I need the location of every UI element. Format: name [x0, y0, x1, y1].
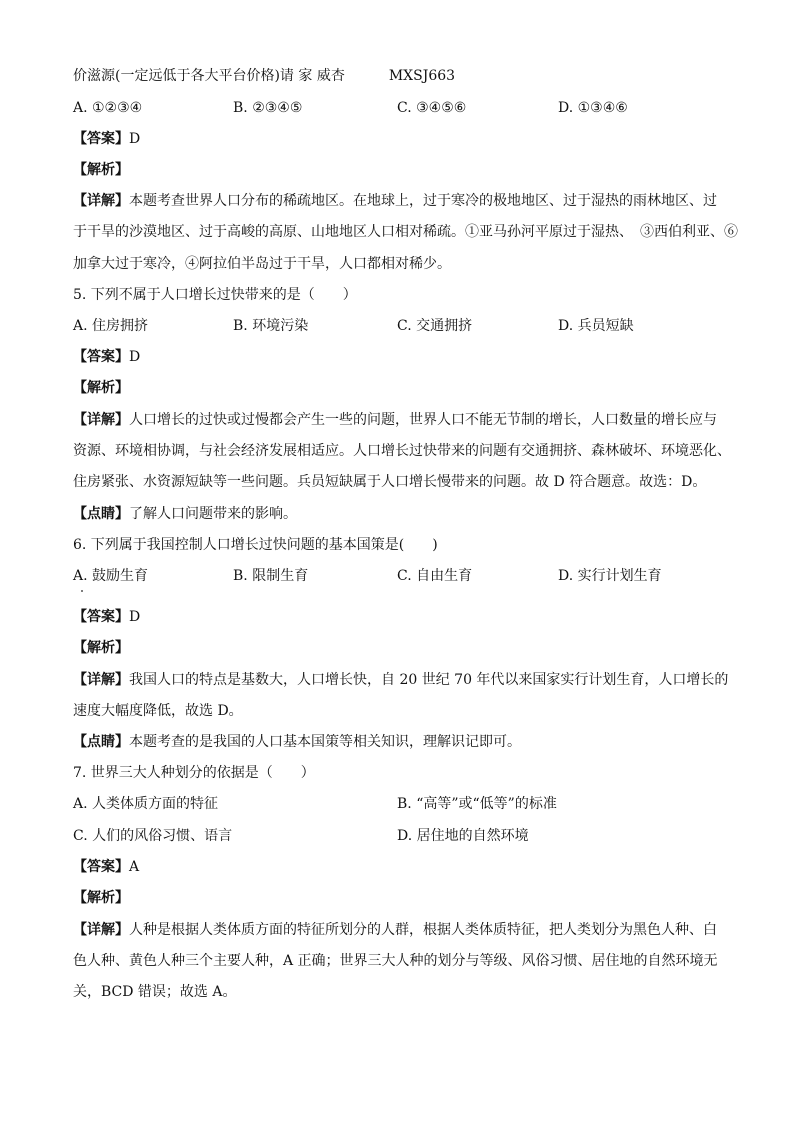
q5-detail-line-2: 资源、环境相协调，与社会经济发展相适应。人口增长过快带来的问题有交通拥挤、森林破坏、环境恶化、: [73, 443, 731, 459]
q5-point: [73, 504, 297, 524]
q5-detail-line-1: [73, 410, 717, 430]
point-tag: 【点睛】: [73, 506, 129, 522]
q6-answer: [73, 607, 140, 627]
q4-option-d: D. ①③④⑥: [558, 100, 628, 116]
detail-text: 本题考查世界人口分布的稀疏地区。在地球上，过于寒冷的极地地区、过于湿热的雨林地区、过: [129, 193, 717, 209]
q4-option-a: A. ①②③④: [73, 100, 143, 116]
detail-tag: 【详解】: [73, 193, 129, 209]
q6-option-d: D. 实行计划生育: [558, 568, 662, 584]
q7-option-d: D. 居住地的自然环境: [397, 828, 529, 844]
point-text: 了解人口问题带来的影响。: [129, 506, 297, 522]
q5-option-c: C. 交通拥挤: [397, 318, 473, 334]
q7-option-a: A. 人类体质方面的特征: [73, 796, 219, 812]
q5-option-b: B. 环境污染: [233, 318, 309, 334]
q4-option-c: C. ③④⑤⑥: [397, 100, 467, 116]
answer-tag: 【答案】: [73, 349, 129, 365]
answer-tag: 【答案】: [73, 609, 129, 625]
point-tag: 【点睛】: [73, 734, 129, 750]
header-text: 价滋源(一定远低于各大平台价格)请 家 威杏: [73, 68, 345, 84]
q6-point: [73, 732, 521, 752]
q7-option-b: B. “高等”或“低等”的标准: [397, 796, 557, 812]
q6-option-a: A. 鼓励生育: [73, 568, 149, 584]
point-text: 本题考查的是我国的人口基本国策等相关知识，理解识记即可。: [129, 734, 521, 750]
q7-detail-line-2: 色人种、黄色人种三个主要人种，A 正确；世界三大人种的划分与等级、风俗习惯、居住地的自然环境无: [73, 953, 718, 969]
q7-question: 7. 世界三大人种划分的依据是（ ）: [73, 765, 315, 781]
scan-speck: [81, 590, 83, 592]
detail-tag: 【详解】: [73, 672, 129, 688]
q5-analysis-tag: 【解析】: [73, 380, 129, 396]
q6-option-b: B. 限制生育: [233, 568, 309, 584]
q7-detail-line-3: 关，BCD 错误；故选 A。: [73, 984, 237, 1000]
answer-value: A: [129, 859, 140, 875]
q4-answer: [73, 129, 140, 149]
q6-analysis-tag: 【解析】: [73, 640, 129, 656]
q4-detail-line-3: 加拿大过于寒冷，④阿拉伯半岛过于干旱，人口都相对稀少。: [73, 256, 451, 272]
q7-answer: [73, 857, 139, 877]
q5-answer: [73, 347, 140, 367]
answer-value: D: [129, 131, 141, 147]
q4-detail-line-2: 于干旱的沙漠地区、过于高峻的高原、山地地区人口相对稀疏。①亚马孙河平原过于湿热、 ③西伯利亚、⑥: [73, 224, 738, 240]
q4-analysis-tag: 【解析】: [73, 162, 129, 178]
detail-tag: 【详解】: [73, 412, 129, 428]
answer-value: D: [129, 609, 141, 625]
detail-text: 人口增长的过快或过慢都会产生一些的问题，世界人口不能无节制的增长，人口数量的增长应与: [129, 412, 717, 428]
q6-question: 6. 下列属于我国控制人口增长过快问题的基本国策是( ): [73, 537, 438, 553]
answer-tag: 【答案】: [73, 859, 129, 875]
q7-detail-line-1: [73, 920, 717, 940]
answer-tag: 【答案】: [73, 131, 129, 147]
q7-option-c: C. 人们的风俗习惯、语言: [73, 828, 233, 844]
q7-analysis-tag: 【解析】: [73, 890, 129, 906]
answer-value: D: [129, 349, 141, 365]
detail-text: 我国人口的特点是基数大，人口增长快，自 20 世纪 70 年代以来国家实行计划生育，人口增长的: [129, 672, 729, 688]
q6-detail-line-1: [73, 670, 728, 690]
header-code: MXSJ663: [388, 68, 456, 84]
detail-tag: 【详解】: [73, 922, 129, 938]
q5-option-d: D. 兵员短缺: [558, 318, 634, 334]
q6-detail-line-2: 速度大幅度降低，故选 D。: [73, 703, 243, 719]
q5-detail-line-3: 住房紧张、水资源短缺等一些问题。兵员短缺属于人口增长慢带来的问题。故 D 符合题意。故选：D。: [73, 474, 707, 490]
q5-question: 5. 下列不属于人口增长过快带来的是（ ）: [73, 287, 357, 303]
q5-option-a: A. 住房拥挤: [73, 318, 149, 334]
page-header: [73, 66, 455, 86]
q4-detail-line-1: [73, 191, 717, 211]
detail-text: 人种是根据人类体质方面的特征所划分的人群，根据人类体质特征，把人类划分为黑色人种、白: [129, 922, 717, 938]
q6-option-c: C. 自由生育: [397, 568, 473, 584]
q4-option-b: B. ②③④⑤: [233, 100, 303, 116]
